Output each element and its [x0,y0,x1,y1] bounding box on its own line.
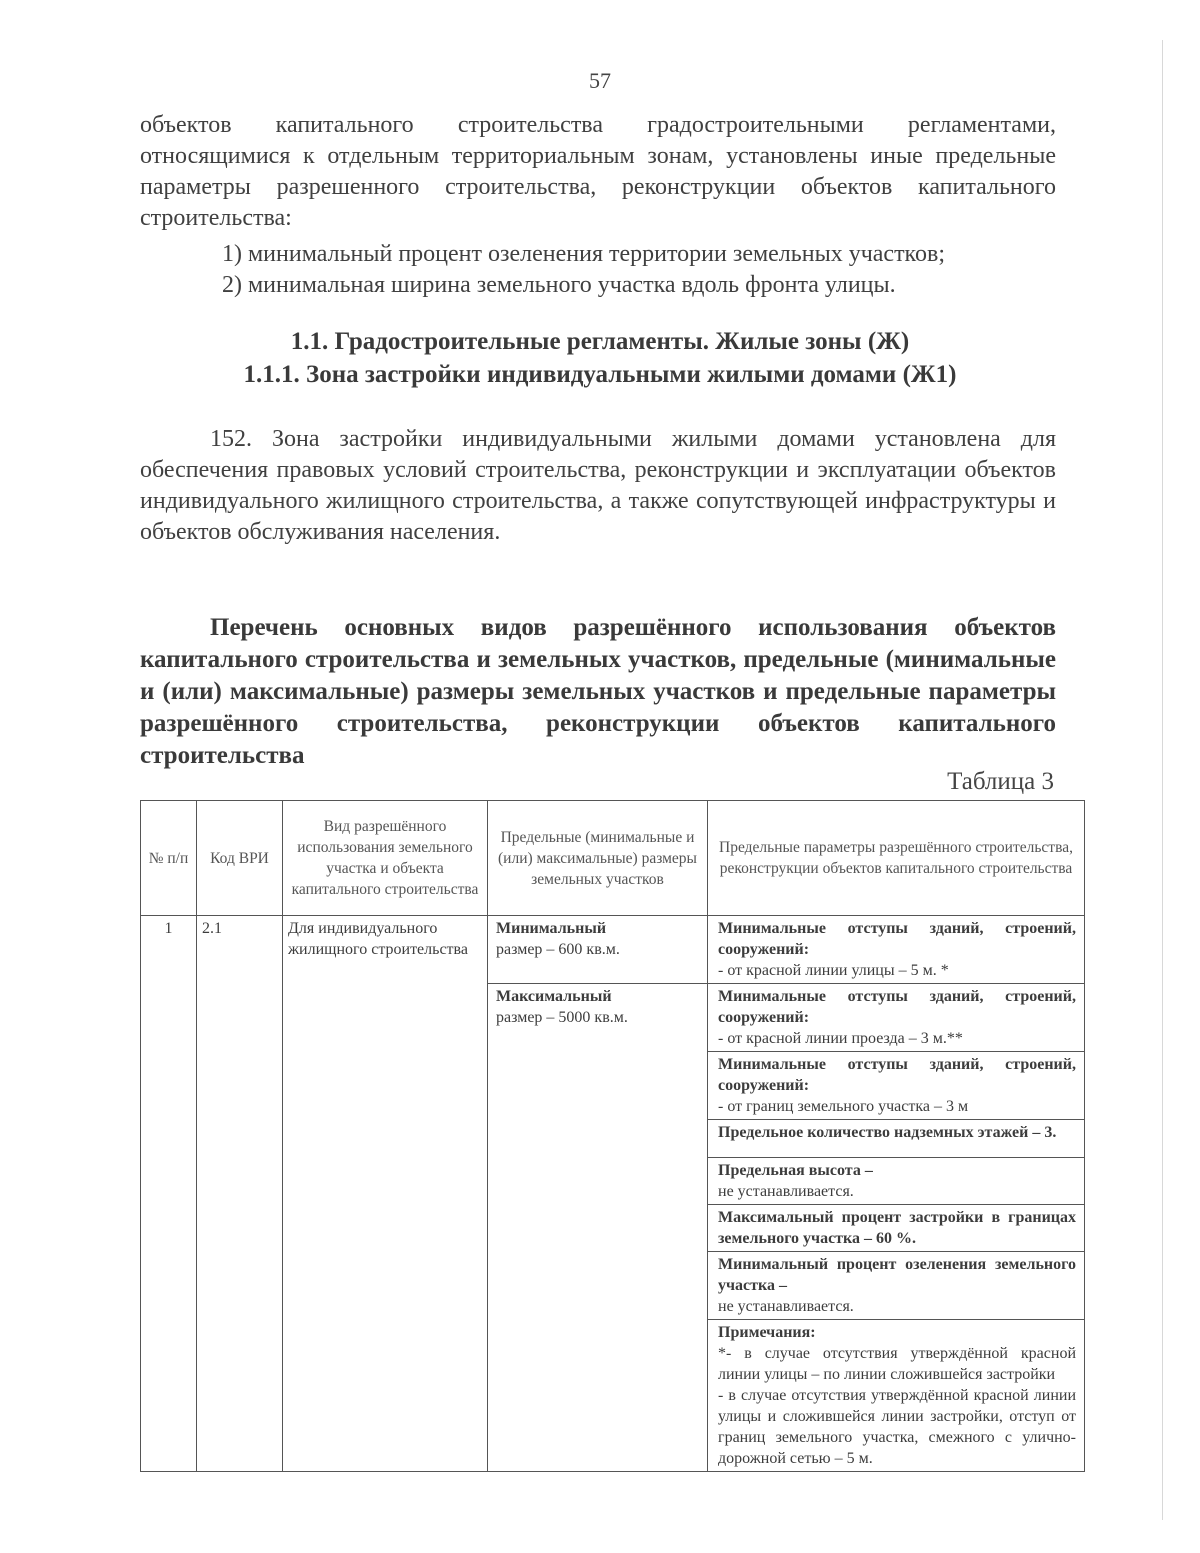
max-size-label: Максимальный [496,988,612,1005]
subsection-heading: 1.1.1. Зона застройки индивидуальными жилыми домами (Ж1) [243,361,957,388]
header-code: Код ВРИ [197,801,283,916]
param-lead: Минимальные отступы зданий, строений, сооружений: [718,1056,1076,1094]
header-plot-sizes: Предельные (минимальные и (или) максимальные) размеры земельных участков [488,801,708,916]
param-setback-boundary [708,1052,1084,1120]
notes-title: Примечания: [718,1324,816,1341]
header-construction-params: Предельные параметры разрешённого строительства, реконструкции объектов капитального строительства [708,801,1085,916]
table-caption: Таблица 3 [947,768,1054,795]
table-header-row [141,801,1085,916]
list-title: Перечень основных видов разрешённого использования объектов капитального строительства и земельных участков, предельные (минимальные и (или) максимальные) размеры земельных участков и предельные параметры разрешённого строительства, реконструкции объектов капитального строительства [140,614,1056,769]
row-use-type: Для индивидуального жилищного строительства [283,916,488,1472]
param-detail: - от границ земельного участка – 3 м [718,1098,969,1115]
min-size-value: размер – 600 кв.м. [496,941,620,958]
row-number: 1 [141,916,197,1472]
min-size-block [488,916,707,983]
header-use-type: Вид разрешённого использования земельного участка и объекта капитального строительства [283,801,488,916]
param-max-coverage [708,1205,1084,1252]
header-number: № п/п [141,801,197,916]
param-detail: не устанавливается. [718,1183,854,1200]
param-lead: Минимальные отступы зданий, строений, сооружений: [718,988,1076,1026]
max-size-value: размер – 5000 кв.м. [496,1009,628,1026]
param-lead: Минимальные отступы зданий, строений, сооружений: [718,920,1076,958]
plot-sizes-cell [488,916,708,1472]
param-floors [708,1120,1084,1158]
param-lead: Минимальный процент озеленения земельного участка – [718,1256,1076,1294]
table-row [141,916,1085,1472]
param-lead: Предельная высота – [718,1162,873,1179]
param-lead: Максимальный процент застройки в границах земельного участка – 60 %. [718,1209,1076,1247]
notes-block [708,1320,1084,1471]
min-size-label: Минимальный [496,920,607,937]
section-heading: 1.1. Градостроительные регламенты. Жилые зоны (Ж) [290,328,910,355]
param-detail: не устанавливается. [718,1298,854,1315]
note-1: *- в случае отсутствия утверждённой красной линии улицы – по линии сложившейся застройки [718,1345,1076,1383]
row-code: 2.1 [197,916,283,1472]
paragraph-152: 152. Зона застройки индивидуальными жилыми домами установлена для обеспечения правовых условий строительства, реконструкции и эксплуатации объектов индивидуального жилищного строительства, а также сопутствующей инфраструктуры и объектов обслуживания населения. [140,426,1056,545]
param-lead: Предельное количество надземных этажей – 3. [718,1124,1057,1141]
param-height [708,1158,1084,1205]
param-min-greenery [708,1252,1084,1320]
max-size-block [488,983,707,1034]
param-setback-street [708,916,1084,984]
page-number: 57 [589,68,611,93]
construction-params-cell [708,916,1085,1472]
intro-paragraph: объектов капитального строительства градостроительными регламентами, относящимися к отдельным территориальным зонам, установлены иные предельные параметры разрешенного строительства, реконструкции объектов капитального строительства: [140,112,1056,231]
list-item-2: 2) минимальная ширина земельного участка вдоль фронта улицы. [222,272,896,298]
note-2: - в случае отсутствия утверждённой красной линии улицы и сложившейся линии застройки, отступ от границ земельного участка, смежного с улично-дорожной сетью – 5 м. [718,1387,1076,1467]
list-item-1: 1) минимальный процент озеленения территории земельных участков; [222,241,945,267]
param-detail: - от красной линии проезда – 3 м.** [718,1030,963,1047]
param-detail: - от красной линии улицы – 5 м. * [718,962,949,979]
scan-edge-line [1162,40,1163,1520]
regulations-table [140,800,1085,1472]
param-setback-driveway [708,984,1084,1052]
